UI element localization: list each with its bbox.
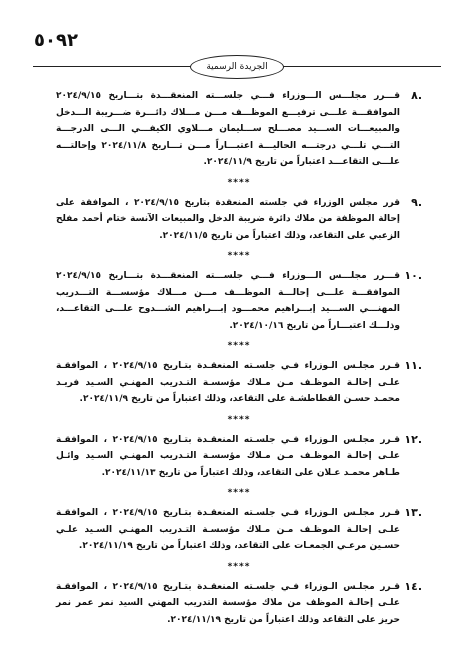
decision-number: .١٢ [404,432,422,446]
separator: **** [227,488,251,498]
decision-text: قـرر مجلـس الـوزراء فـي جلسـته المنعقـدة بتـاريخ ٢٠٢٤/٩/١٥ ، الموافقـة علـى إحالـة الموظف من ملاك مؤسسة التدريب المهني السيد نمر عمر نمر حريز على التقاعد وذلك اعتباراً من تاريخ ٢٠٢٤/١١/١٩. [56,581,400,625]
separator: **** [227,177,251,188]
separator: **** [227,561,251,572]
decision-number: .١١ [404,359,422,372]
decision-text: قـرر مجلـس الـوزراء فـي جلسـته المنعقـدة بتـاريخ ٢٠٢٤/٩/١٥ ، الموافقـة علـى إحالـة الموظـف مـن مـلاك مؤسسـة التـدريب المهنـي السـيد فريـد محمـد حسـن القطاطشـة على التقاعد، وذلك اعتباراً من تاريخ ٢٠٢٤/١١/٩. [56,361,400,404]
decision-number: .١٠ [404,269,422,282]
decision-item [56,432,422,482]
decision-number: .٩ [411,195,422,209]
separator: **** [227,414,251,425]
decision-item [56,88,422,171]
gazette-header-label: الجريدة الرسمية [190,55,284,79]
decision-item [56,358,422,408]
decision-text: قـــرر مجلـــس الـــوزراء فـــي جلســـته المنعقـــدة بتـــاريخ ٢٠٢٤/٩/١٥ الموافقـــة علـــى إحالـــة الموظـــف مـــن مـــلاك مؤسســـة التـــدريب المهنـــي الســـيد إبـــراهيم محمـــود إبـــراهيم الشـــدوح علـــى التقاعـــد، وذلـــك اعتبـــاراً من تاريخ ٢٠٢٤/١٠/١٦. [56,271,400,331]
separator: **** [227,251,251,261]
decision-item [56,195,422,245]
separator: **** [227,341,251,351]
decision-number: .١٣ [404,506,422,519]
decision-item [56,505,422,555]
decision-number: .٨ [411,89,422,102]
decision-item [56,579,422,629]
decision-text: قـرر مجلـس الـوزراء فـي جلسـته المنعقـدة بتـاريخ ٢٠٢٤/٩/١٥ ، الموافقـة علـى إحالـة الموظـف مـن مـلاك مؤسسـة التـدريب المهنـي السـيد علـي حسـين مرعـي الجمعـات على التقاعد، وذلك اعتباراً من تاريخ ٢٠٢٤/١١/١٩. [56,508,400,551]
decision-text: قـــرر مجلـــس الـــوزراء فـــي جلســـته المنعقـــدة بتـــاريخ ٢٠٢٤/٩/١٥ الموافقـــة علـــى ترفيـــع الموظـــف مـــن مـــلاك دائـــرة ضـــريبة الـــدخل والمبيعـــات الســـيد مصـــلح ســـليمان مـــلاوي الكيفـــي الـــى الدرجـــة التـــي تلـــي درجتـــه الحاليـــة اعتبـــاراً مـــن تـــاريخ ٢٠٢٤/١١/٨ وإحالتـــه علـــى التقاعـــد اعتباراً من تاريخ ٢٠٢٤/١١/٩. [56,91,400,167]
decisions-list [56,88,422,628]
decision-text: قـرر مجلـس الـوزراء فـي جلسـته المنعقـدة بتـاريخ ٢٠٢٤/٩/١٥ ، الموافقـة علـى إحالـة الموظـف مـن مـلاك مؤسسـة التـدريب المهنـي السـيد وائـل طـاهر محمـد عـلان على التقاعد، وذلك اعتباراً من تاريخ ٢٠٢٤/١١/١٣. [56,434,400,478]
page-number: ٥٠٩٢ [34,30,78,51]
decision-number: .١٤ [404,579,422,593]
decision-text: قرر مجلس الوزراء في جلسته المنعقدة بتاريخ ٢٠٢٤/٩/١٥ ، الموافقة على إحالة الموظفة من ملاك دائرة ضريبة الدخل والمبيعات الآنسة ختام أحمد مفلح الزعبي على التقاعد، وذلك اعتباراً من تاريخ ٢٠٢٤/١١/٥. [56,197,400,241]
decision-item [56,268,422,334]
